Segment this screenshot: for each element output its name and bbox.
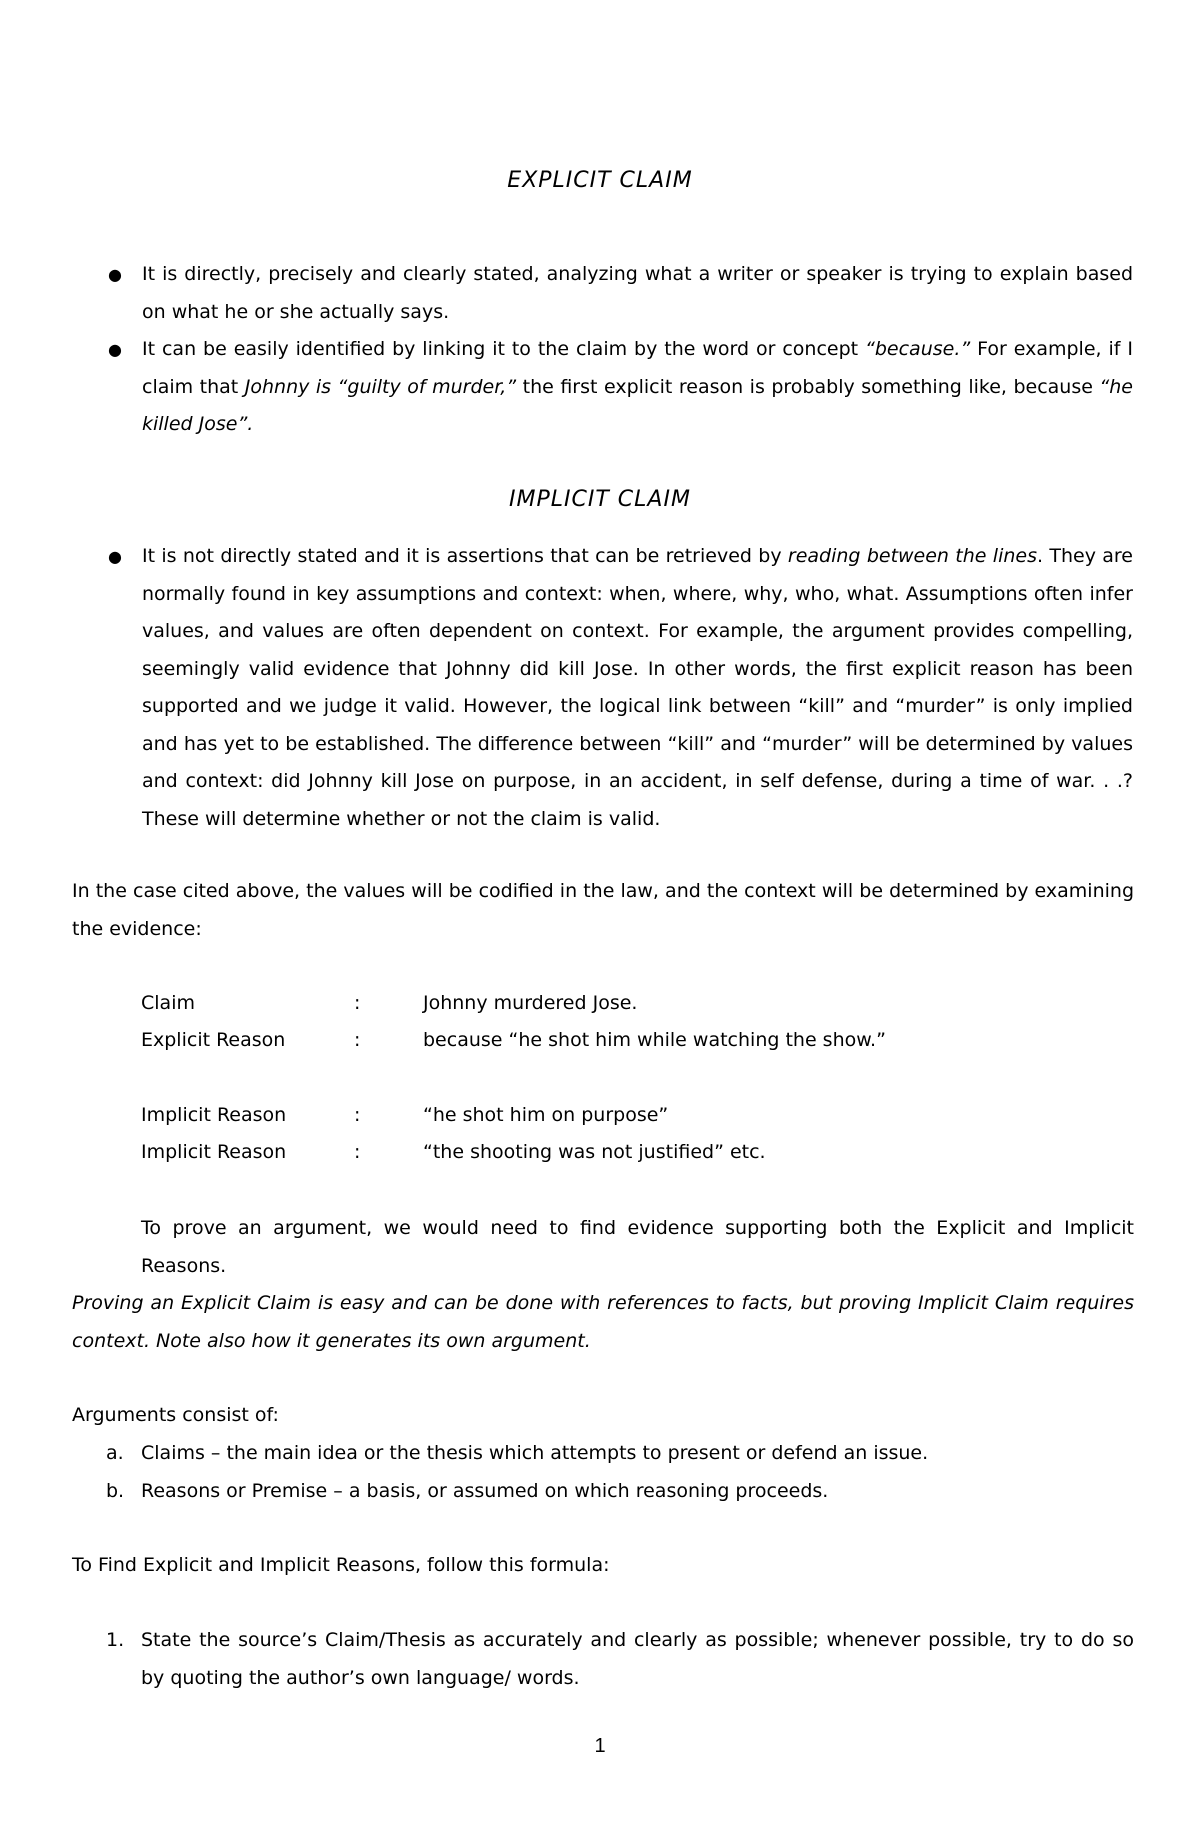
prove-paragraph: To prove an argument, we would need to find evidence supporting both the Explicit and Implicit Reasons. — [141, 1217, 1134, 1277]
row-label: Explicit Reason — [141, 1029, 286, 1051]
explicit-claim-bullets — [108, 256, 1133, 444]
bullet-text-part: It is not directly stated and it is assertions that can be retrieved by — [142, 545, 788, 567]
page-number: 1 — [594, 1735, 606, 1757]
list-item — [72, 1622, 1134, 1697]
formula-intro: To Find Explicit and Implicit Reasons, follow this formula: — [72, 1554, 610, 1576]
list-item — [72, 1473, 1134, 1511]
row-value: “he shot him on purpose” — [423, 1104, 669, 1126]
row-separator: : — [354, 1104, 361, 1126]
list-item-text: Reasons or Premise – a basis, or assumed on which reasoning proceeds. — [141, 1479, 829, 1502]
row-separator: : — [354, 992, 361, 1014]
bullet-text-emphasis: reading between the lines — [787, 545, 1037, 567]
bullet-text-emphasis: “because.” — [865, 338, 971, 360]
case-paragraph: In the case cited above, the values will be codified in the law, and the context will be determined by examining the evidence: — [72, 880, 1134, 940]
row-label: Claim — [141, 992, 195, 1014]
bullet-text-emphasis: “he killed Jose”. — [142, 375, 1133, 435]
list-marker: 1. — [106, 1629, 125, 1651]
bullet-icon: ● — [108, 547, 122, 566]
list-item-text: Claims – the main idea or the thesis which attempts to present or defend an issue. — [141, 1442, 929, 1464]
list-item — [108, 256, 1133, 331]
implicit-claim-heading: IMPLICIT CLAIM — [509, 487, 691, 512]
bullet-text-emphasis: Johnny is “guilty of murder,” — [244, 375, 517, 398]
list-item-text: State the source’s Claim/Thesis as accurately and clearly as possible; whenever possible, try to do so by quoting the author’s own language/ words. — [141, 1629, 1134, 1689]
bullet-text-part: It can be easily identified by linking it to the claim by the word or concept — [142, 338, 866, 360]
implicit-claim-bullets — [108, 538, 1133, 838]
row-separator: : — [354, 1029, 361, 1051]
bullet-text-part: . They are normally found in key assumptions and context: when, where, why, who, what. Assumptions often infer values, and values are often dependent on context. For example, the argument provides compelling, seemingly valid evidence that Johnny did kill Jose. In other words, the first explicit reason has been supported and we judge it valid. However, the logical link between “kill” and “murder” is only implied and has yet to be established. The difference between “kill” and “murder” will be determined by values and context: did Johnny kill Jose on purpose, in an accident, in self defense, during a time of war. . .? These will determine whether or not the claim is valid. — [142, 545, 1133, 830]
arguments-intro: Arguments consist of: — [72, 1404, 279, 1426]
row-label: Implicit Reason — [141, 1141, 287, 1163]
bullet-icon: ● — [108, 265, 122, 284]
formula-list — [72, 1622, 1134, 1697]
explicit-claim-heading: EXPLICIT CLAIM — [507, 168, 693, 193]
bullet-text: It is directly, precisely and clearly stated, analyzing what a writer or speaker is trying to explain based on what he or she actually says. — [142, 263, 1133, 323]
row-value: because “he shot him while watching the show.” — [423, 1029, 886, 1051]
list-item — [72, 1435, 1134, 1473]
row-label: Implicit Reason — [141, 1104, 287, 1126]
list-marker: b. — [106, 1479, 125, 1502]
list-marker: a. — [106, 1442, 124, 1464]
arguments-list — [72, 1435, 1134, 1510]
bullet-icon: ● — [108, 340, 122, 359]
row-value: Johnny murdered Jose. — [423, 992, 638, 1014]
bullet-text-part: the first explicit reason is probably something like, because — [516, 375, 1100, 398]
bullet-text-part: For example, if I claim that — [142, 338, 1133, 398]
list-item — [108, 538, 1133, 838]
row-separator: : — [354, 1141, 361, 1163]
note-paragraph: Proving an Explicit Claim is easy and can be done with references to facts, but proving Implicit Claim requires context. Note also how it generates its own argument. — [72, 1292, 1134, 1352]
row-value: “the shooting was not justified” etc. — [423, 1141, 766, 1163]
list-item — [108, 331, 1133, 444]
